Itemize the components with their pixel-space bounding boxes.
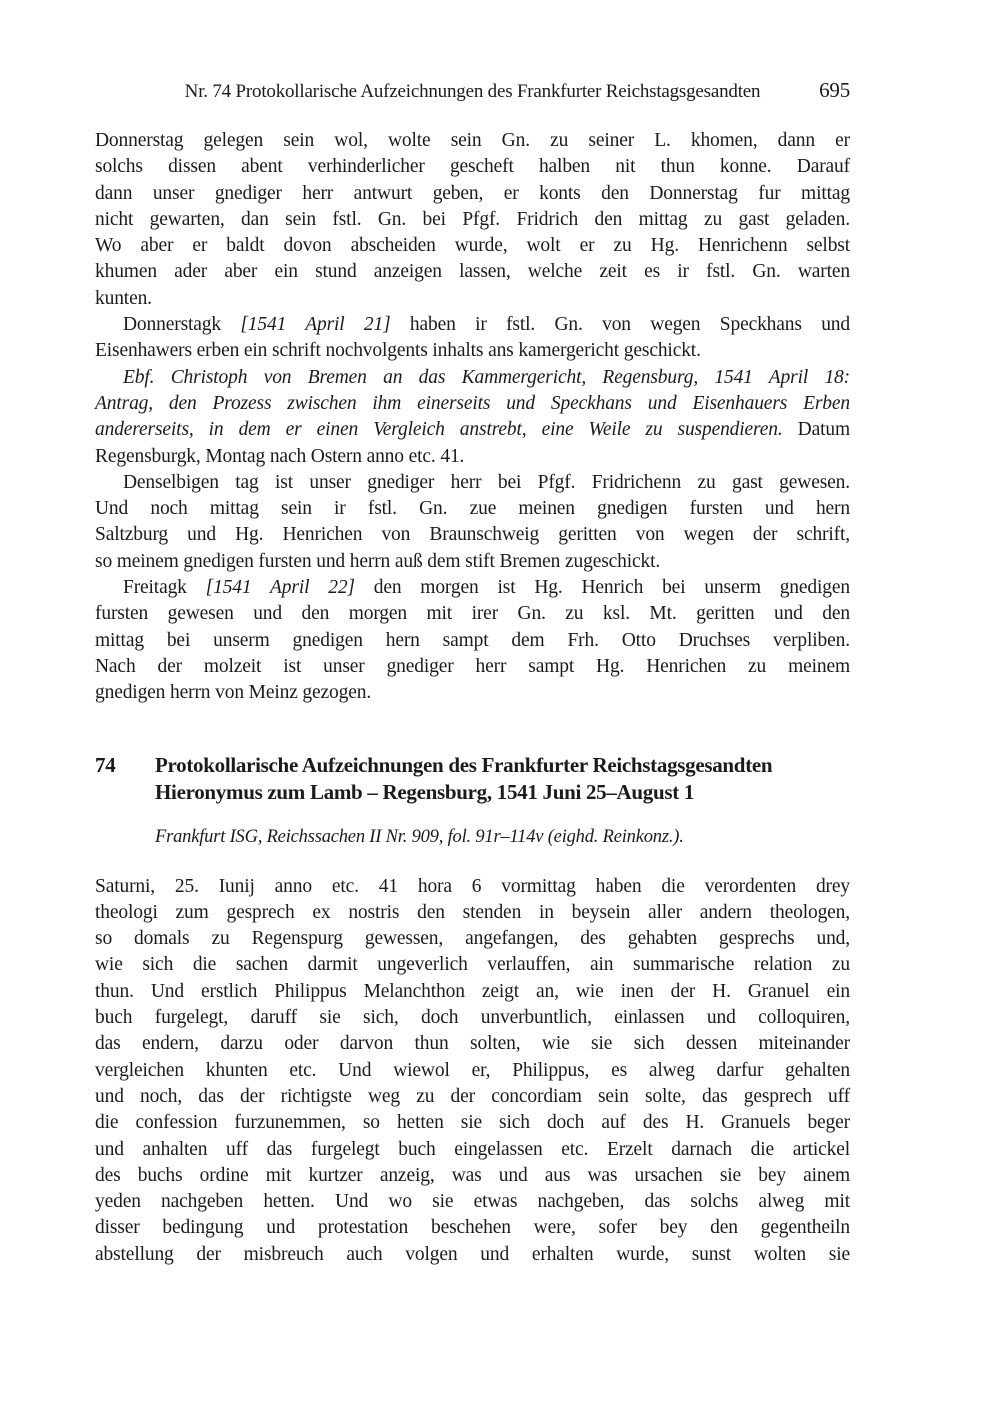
section-heading-text xyxy=(155,752,850,806)
text-line xyxy=(95,1031,850,1057)
text-line xyxy=(95,391,850,417)
text-line xyxy=(95,900,850,926)
text-segment: Regensburgk, Montag nach Ostern anno etc. 41. xyxy=(95,445,465,467)
section-heading-line: Hieronymus zum Lamb – Regensburg, 1541 Juni 25–August 1 xyxy=(155,779,695,804)
text-segment: mittag bei unserm gnedigen hern sampt dem Frh. Otto Druchses verpliben. xyxy=(95,629,850,651)
text-segment: Nach der molzeit ist unser gnediger herr sampt Hg. Henrichen zu meinem xyxy=(95,655,850,677)
text-segment: das endern, darzu oder darvon thun solten, wie sie sich dessen miteinander xyxy=(95,1033,850,1055)
text-segment: fursten gewesen und den morgen mit irer Gn. zu ksl. Mt. geritten und den xyxy=(95,603,850,625)
text-line xyxy=(95,1084,850,1110)
text-line xyxy=(95,444,850,470)
text-segment: solchs dissen abent verhinderlicher gescheft halben nit thun konne. Darauf xyxy=(95,156,850,178)
italic-text-segment: Ebf. Christoph von Bremen an das Kammergericht, Regensburg, 1541 April 18: xyxy=(123,366,850,388)
running-header xyxy=(95,80,850,104)
text-line xyxy=(95,601,850,627)
text-line xyxy=(95,926,850,952)
text-line xyxy=(95,1215,850,1241)
text-segment: disser bedingung und protestation beschehen were, sofer bey den gegentheiln xyxy=(95,1217,850,1239)
text-segment: abstellung der misbreuch auch volgen und erhalten wurde, sunst wolten sie xyxy=(95,1243,850,1265)
text-line xyxy=(95,365,850,391)
text-line xyxy=(95,1189,850,1215)
text-line xyxy=(95,338,850,364)
text-line xyxy=(95,979,850,1005)
text-line xyxy=(95,1005,850,1031)
text-segment: theologi zum gesprech ex nostris den stenden in beysein aller andern theologen, xyxy=(95,901,850,923)
text-segment: wie sich die sachen darmit ungeverlich verlauffen, ain summarische relation zu xyxy=(95,954,850,976)
text-segment: den morgen ist Hg. Henrich bei unserm gnedigen xyxy=(354,577,850,599)
paragraph xyxy=(95,312,850,365)
text-segment: so meinem gnedigen fursten und herrn auß dem stift Bremen zugeschickt. xyxy=(95,550,661,572)
page-number: 695 xyxy=(819,78,850,102)
section-number: 74 xyxy=(95,752,116,777)
text-line xyxy=(95,1163,850,1189)
text-line xyxy=(95,312,850,338)
text-segment: Donnerstagk xyxy=(123,314,241,336)
text-segment: thun. Und erstlich Philippus Melanchthon zeigt an, wie inen der H. Granuel ein xyxy=(95,980,850,1002)
text-line xyxy=(95,522,850,548)
italic-text-segment: [1541 April 21] xyxy=(240,314,391,336)
text-line xyxy=(95,628,850,654)
section-heading-line: Protokollarische Aufzeichnungen des Frankfurter Reichstagsgesandten xyxy=(155,752,773,777)
section-heading xyxy=(95,752,850,806)
text-segment: Wo aber er baldt dovon abscheiden wurde, wolt er zu Hg. Henrichenn selbst xyxy=(95,235,850,257)
text-segment: Datum xyxy=(782,419,850,441)
text-segment: nicht gewarten, dan sein fstl. Gn. bei Pfgf. Fridrich den mittag zu gast geladen. xyxy=(95,208,850,230)
text-line xyxy=(95,575,850,601)
text-segment: des buchs ordine mit kurtzer anzeig, was und aus was ursachen sie bey ainem xyxy=(95,1164,850,1186)
text-segment: Und noch mittag sein ir fstl. Gn. zue meinen gnedigen fursten und hern xyxy=(95,498,850,520)
text-segment: Saltzburg und Hg. Henrichen von Braunschweig geritten von wegen der schrift, xyxy=(95,524,850,546)
text-segment: haben ir fstl. Gn. von wegen Speckhans und xyxy=(390,314,850,336)
text-segment: gnedigen herrn von Meinz gezogen. xyxy=(95,682,372,704)
text-line xyxy=(95,1242,850,1268)
paragraph xyxy=(95,128,850,312)
paragraph xyxy=(95,874,850,1268)
text-segment: khumen ader aber ein stund anzeigen lassen, welche zeit es ir fstl. Gn. warten xyxy=(95,261,850,283)
paragraph xyxy=(95,365,850,470)
text-segment: buch furgelegt, daruff sie sich, doch unverbuntlich, einlassen und colloquiren, xyxy=(95,1007,850,1029)
text-line xyxy=(95,181,850,207)
text-line xyxy=(95,1058,850,1084)
text-line xyxy=(95,233,850,259)
text-segment: Eisenhawers erben ein schrift nochvolgents inhalts ans kamergericht geschickt. xyxy=(95,340,701,362)
text-segment: yeden nachgeben hetten. Und wo sie etwas nachgeben, das solchs alweg mit xyxy=(95,1191,850,1213)
text-segment: Saturni, 25. Iunij anno etc. 41 hora 6 vormittag haben die verordenten drey xyxy=(95,875,850,897)
text-line xyxy=(95,1110,850,1136)
italic-text-segment: Antrag, den Prozess zwischen ihm einerseits und Speckhans und Eisenhauers Erben xyxy=(95,392,850,414)
text-line xyxy=(95,496,850,522)
text-segment: die confession furzunemmen, so hetten sie sich doch auf des H. Granuels beger xyxy=(95,1112,850,1134)
text-segment: Freitagk xyxy=(123,577,206,599)
text-line xyxy=(95,654,850,680)
text-line xyxy=(95,259,850,285)
paragraph xyxy=(95,470,850,575)
text-line xyxy=(95,417,850,443)
text-line xyxy=(95,154,850,180)
text-line xyxy=(95,470,850,496)
text-line xyxy=(95,874,850,900)
source-citation: Frankfurt ISG, Reichssachen II Nr. 909, fol. 91r–114v (eighd. Reinkonz.). xyxy=(155,826,684,847)
text-line xyxy=(95,680,850,706)
text-segment: und noch, das der richtigste weg zu der concordiam sein solte, das gesprech uff xyxy=(95,1085,850,1107)
text-segment: Donnerstag gelegen sein wol, wolte sein Gn. zu seiner L. khomen, dann er xyxy=(95,130,850,151)
text-segment: vergleichen khunten etc. Und wiewol er, Philippus, es alweg darfur gehalten xyxy=(95,1059,850,1081)
text-block xyxy=(95,80,850,1268)
text-line xyxy=(95,128,850,154)
text-segment: kunten. xyxy=(95,287,152,309)
text-line xyxy=(95,952,850,978)
italic-text-segment: [1541 April 22] xyxy=(205,577,355,599)
paragraph xyxy=(95,575,850,706)
italic-text-segment: andererseits, in dem er einen Vergleich anstrebt, eine Weile zu suspendieren. xyxy=(95,419,783,441)
text-segment: Denselbigen tag ist unser gnediger herr bei Pfgf. Fridrichenn zu gast gewesen. xyxy=(123,471,850,493)
text-line xyxy=(95,207,850,233)
text-segment: und anhalten uff das furgelegt buch eingelassen etc. Erzelt darnach die artickel xyxy=(95,1138,850,1160)
text-segment: dann unser gnediger herr antwurt geben, er konts den Donnerstag fur mittag xyxy=(95,182,850,204)
text-line xyxy=(95,286,850,312)
text-line xyxy=(95,1137,850,1163)
text-segment: so domals zu Regenspurg gewessen, angefangen, des gehabten gesprechs und, xyxy=(95,928,850,950)
page-body xyxy=(95,128,850,1268)
running-header-title: Nr. 74 Protokollarische Aufzeichnungen des Frankfurter Reichstagsgesandten xyxy=(184,81,761,102)
text-line xyxy=(95,549,850,575)
